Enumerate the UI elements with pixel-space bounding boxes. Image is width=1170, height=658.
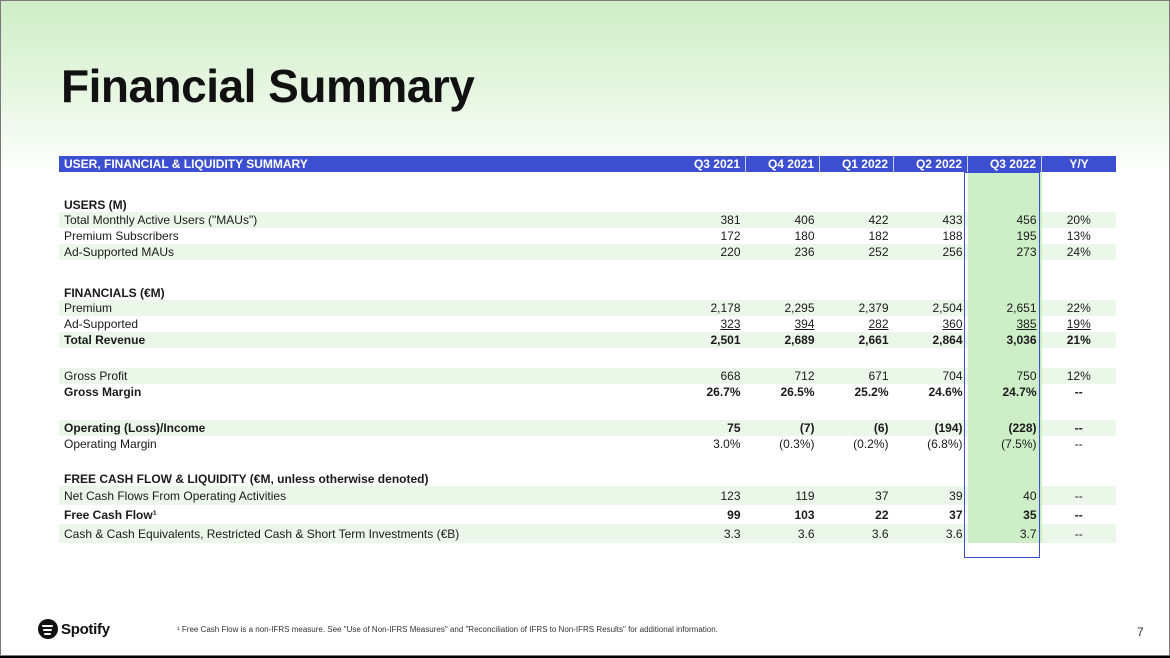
cell-value: (7): [746, 420, 820, 436]
cell-value: 21%: [1042, 332, 1117, 348]
cell-value: --: [1042, 486, 1117, 505]
cell-value: --: [1074, 385, 1083, 399]
cell-value: 103: [794, 507, 815, 522]
cell-value: 119: [746, 486, 820, 505]
cell-value: (7.5%): [968, 436, 1042, 452]
cell-value: 24.6%: [928, 385, 963, 399]
cell-value: 668: [672, 368, 746, 384]
cell-value: 3.0%: [713, 437, 741, 451]
row-label: Operating Margin: [64, 437, 157, 451]
table-header-row: [59, 156, 1116, 172]
cell-value: 22: [875, 507, 889, 522]
table-row: [59, 368, 1116, 384]
cell-value: 394: [794, 317, 815, 331]
cell-value: (0.3%): [779, 437, 815, 451]
row-label: Gross Profit: [59, 368, 672, 384]
table-row: [59, 228, 1116, 244]
cell-value: 12%: [1042, 368, 1117, 384]
table-row: [59, 384, 1116, 400]
cell-value: 37: [949, 507, 963, 522]
cell-value: 24.7%: [968, 384, 1042, 400]
cell-value: 671: [820, 368, 894, 384]
cell-value: 20%: [1042, 212, 1117, 228]
table-row: [59, 212, 1116, 228]
table-row: [59, 420, 1116, 436]
cell-value: 2,651: [968, 300, 1042, 316]
cell-value: --: [1042, 420, 1117, 436]
cell-value: 2,178: [672, 300, 746, 316]
row-label: Premium Subscribers: [64, 229, 179, 243]
cell-value: 3.7: [968, 524, 1042, 543]
row-label: Ad-Supported MAUs: [59, 244, 672, 260]
cell-value: 282: [868, 317, 889, 331]
cell-value: 704: [894, 368, 968, 384]
cell-value: 712: [746, 368, 820, 384]
cell-value: --: [1042, 524, 1117, 543]
row-label: Cash & Cash Equivalents, Restricted Cash & Short Term Investments (€B): [59, 524, 672, 543]
spotify-logo: [38, 619, 110, 639]
cell-value: 2,501: [672, 332, 746, 348]
header-yy: Y/Y: [1042, 156, 1117, 172]
cell-value: 25.2%: [854, 385, 889, 399]
cell-value: 26.7%: [706, 385, 741, 399]
cell-value: 2,864: [894, 332, 968, 348]
cell-value: (194): [894, 420, 968, 436]
cell-value: 13%: [1066, 229, 1091, 243]
header-q1-2022: Q1 2022: [820, 156, 894, 172]
cell-value: 180: [794, 229, 815, 243]
cell-value: 182: [868, 229, 889, 243]
cell-value: 40: [968, 486, 1042, 505]
header-q3-2021: Q3 2021: [672, 156, 746, 172]
cell-value: (6.8%): [927, 437, 963, 451]
cell-value: 37: [820, 486, 894, 505]
cell-value: 2,379: [820, 300, 894, 316]
cell-value: 172: [720, 229, 741, 243]
row-label: Premium: [59, 300, 672, 316]
financial-summary-table: [59, 156, 1116, 543]
cell-value: 188: [942, 229, 963, 243]
page-title: Financial Summary: [61, 60, 475, 112]
section-users: USERS (M): [59, 192, 1116, 212]
cell-value: 3.6: [746, 524, 820, 543]
cell-value: 39: [894, 486, 968, 505]
cell-value: 750: [968, 368, 1042, 384]
cell-value: 2,295: [746, 300, 820, 316]
cell-value: 24%: [1042, 244, 1117, 260]
row-label: Ad-Supported: [64, 317, 139, 331]
row-label: Operating (Loss)/Income: [59, 420, 672, 436]
table-row: [59, 524, 1116, 543]
cell-value: 3.6: [820, 524, 894, 543]
cell-value: 422: [820, 212, 894, 228]
spotify-icon: [38, 619, 58, 639]
header-title: USER, FINANCIAL & LIQUIDITY SUMMARY: [59, 156, 672, 172]
cell-value: 75: [672, 420, 746, 436]
row-label: Total Revenue: [59, 332, 672, 348]
cell-value: (0.2%): [853, 437, 889, 451]
cell-value: 2,661: [820, 332, 894, 348]
cell-value: 406: [746, 212, 820, 228]
cell-value: 123: [672, 486, 746, 505]
header-q4-2021: Q4 2021: [746, 156, 820, 172]
cell-value: (6): [820, 420, 894, 436]
table-row: [59, 244, 1116, 260]
cell-value: 26.5%: [780, 385, 815, 399]
section-fcf: FREE CASH FLOW & LIQUIDITY (€M, unless otherwise denoted): [59, 466, 1116, 486]
cell-value: 456: [968, 212, 1042, 228]
table-row: [59, 300, 1116, 316]
section-financials: FINANCIALS (€M): [59, 280, 1116, 300]
table-row: [59, 332, 1116, 348]
header-q3-2022: Q3 2022: [968, 156, 1042, 172]
cell-value: 323: [720, 317, 741, 331]
cell-value: 220: [672, 244, 746, 260]
cell-value: 273: [968, 244, 1042, 260]
table-row: [59, 505, 1116, 524]
row-label: Free Cash Flow¹: [64, 507, 157, 522]
footnote: ¹ Free Cash Flow is a non-IFRS measure. See "Use of Non-IFRS Measures" and "Reconciliation of IFRS to Non-IFRS Results" for additional information.: [177, 625, 718, 634]
cell-value: 236: [746, 244, 820, 260]
cell-value: 99: [727, 507, 741, 522]
cell-value: 381: [672, 212, 746, 228]
cell-value: 360: [942, 317, 963, 331]
cell-value: 3.3: [672, 524, 746, 543]
cell-value: 2,504: [894, 300, 968, 316]
logo-text: Spotify: [61, 620, 110, 638]
cell-value: 22%: [1042, 300, 1117, 316]
row-label: Net Cash Flows From Operating Activities: [59, 486, 672, 505]
row-label: Total Monthly Active Users ("MAUs"): [59, 212, 672, 228]
cell-value: --: [1074, 437, 1083, 451]
cell-value: --: [1074, 507, 1083, 522]
cell-value: 3.6: [894, 524, 968, 543]
cell-value: 19%: [1066, 317, 1091, 331]
cell-value: 2,689: [746, 332, 820, 348]
cell-value: 35: [968, 505, 1042, 524]
page-number: 7: [1137, 625, 1144, 639]
table-row: [59, 486, 1116, 505]
table-row: [59, 436, 1116, 452]
row-label: Gross Margin: [64, 385, 142, 399]
header-q2-2022: Q2 2022: [894, 156, 968, 172]
cell-value: 256: [894, 244, 968, 260]
table-row: [59, 316, 1116, 332]
cell-value: 195: [968, 228, 1042, 244]
cell-value: (228): [968, 420, 1042, 436]
cell-value: 433: [894, 212, 968, 228]
cell-value: 252: [820, 244, 894, 260]
cell-value: 3,036: [968, 332, 1042, 348]
cell-value: 385: [1016, 317, 1037, 331]
